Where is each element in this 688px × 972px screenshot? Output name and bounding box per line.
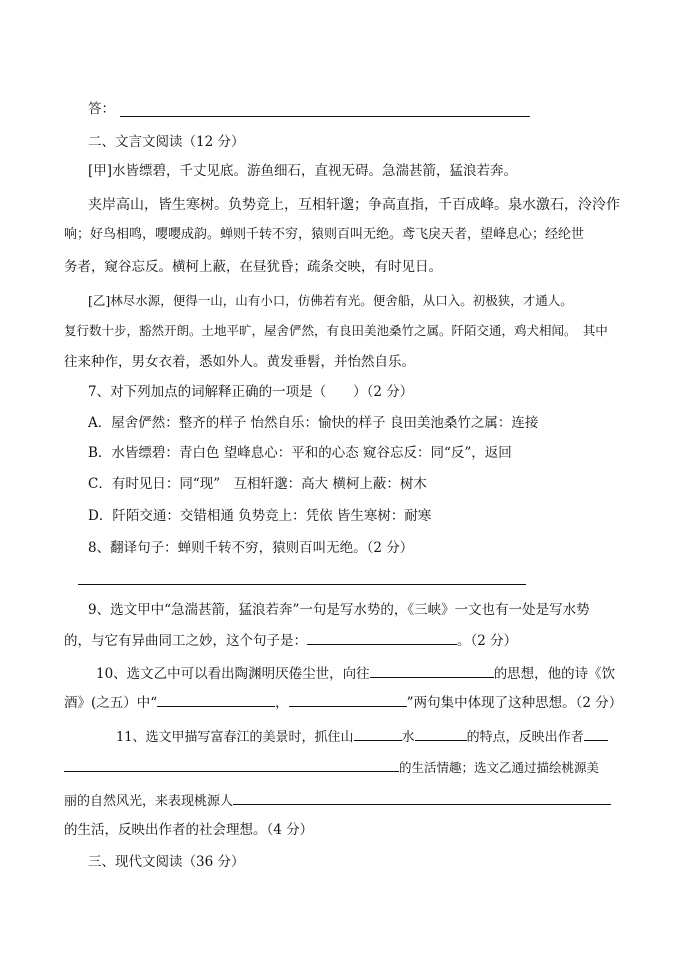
q11-water: 水 <box>401 730 415 745</box>
q11-line-1 <box>116 726 648 748</box>
q11-blank-4 <box>64 757 399 772</box>
yi-line-3: 往来种作，男女衣着，悉如外人。黄发垂髫，并怡然自乐。 <box>64 354 415 370</box>
q10-line-1-text: 10、选文乙中可以看出陶渊明厌倦尘世，向往 <box>96 666 370 682</box>
section3-title: 三、现代文阅读（36 分） <box>88 854 245 870</box>
section2-title: 二、文言文阅读（12 分） <box>88 134 245 150</box>
q11-blank-1 <box>354 726 402 741</box>
q9-line-1: 9、选文甲中“急湍甚箭，猛浪若奔”一句是写水势的，《三峡》一文也有一处是写水势 <box>88 602 590 618</box>
q11-line-3-text: 丽的自然风光，来表现桃源人 <box>64 794 234 809</box>
q10-blank-2 <box>157 692 275 707</box>
q10-blank-3 <box>289 692 407 707</box>
jia-line-1: [甲]水皆缥碧，千丈见底。游鱼细石，直视无碍。急湍甚箭，猛浪若奔。 <box>88 163 518 179</box>
q8-stem: 8、翻译句子：蝉则千转不穷，猿则百叫无绝。（2 分） <box>88 540 414 556</box>
q9-line-2-end: 。（2 分） <box>457 633 518 649</box>
q10-line-2-end: ”两句集中体现了这种思想。（2 分） <box>406 695 623 711</box>
q11-blank-3 <box>584 726 608 741</box>
q10-line-1-end: 的思想，他的诗《饮 <box>493 666 616 682</box>
q10-line-2 <box>64 692 648 713</box>
q7-option-a: A．屋舍俨然：整齐的样子 怡然自乐：愉快的样子 良田美池桑竹之属：连接 <box>88 415 539 431</box>
q7-option-b: B．水皆缥碧：青白色 望峰息心：平和的心态 窥谷忘反：同“反”，返回 <box>88 445 512 461</box>
q10-comma: ， <box>275 695 289 711</box>
q7-option-d: D．阡陌交通：交错相通 负势竞上：凭依 皆生寒树：耐寒 <box>88 508 432 524</box>
q11-line-2-text: 的生活情趣；选文乙通过描绘桃源美 <box>399 760 600 775</box>
yi-line-1: [乙]林尽水源，便得一山，山有小口，仿佛若有光。便舍船，从口入。初极狭，才通人。 <box>88 293 573 308</box>
answer-blank <box>120 116 530 117</box>
q11-line-1-mid: 的特点，反映出作者 <box>466 730 584 745</box>
q9-line-2-text: 的，与它有异曲同工之妙，这个句子是： <box>64 633 307 649</box>
q11-line-1-text: 11、选文甲描写富春江的美景时，抓住山 <box>116 730 354 745</box>
q11-blank-2 <box>415 726 467 741</box>
q11-line-2 <box>64 757 648 778</box>
q8-answer-blank <box>78 584 526 585</box>
q10-line-1 <box>96 663 648 684</box>
q11-line-4: 的生活，反映出作者的社会理想。（4 分） <box>64 822 314 838</box>
q11-line-3 <box>64 790 648 812</box>
q7-option-c: C．有时见日：同“现” 互相轩邈：高大 横柯上蔽：树木 <box>88 476 427 492</box>
q7-stem: 7、对下列加点的词解释正确的一项是（ ）（2 分） <box>88 384 414 400</box>
answer-prefix: 答： <box>88 101 115 117</box>
q10-line-2-text: 酒》(之五）中“ <box>64 695 158 711</box>
jia-line-3: 响；好鸟相鸣，嘤嘤成韵。蝉则千转不穷，猿则百叫无绝。鸢飞戾天者，望峰息心；经纶世 <box>64 227 585 242</box>
yi-line-2: 复行数十步，豁然开朗。土地平旷，屋舍俨然，有良田美池桑竹之属。阡陌交通，鸡犬相闻。 其中 <box>64 323 608 338</box>
jia-line-2: 夹岸高山，皆生寒树。负势竞上，互相轩邈；争高直指，千百成峰。泉水激石，泠泠作 <box>88 197 620 213</box>
jia-line-4: 务者，窥谷忘反。横柯上蔽，在昼犹昏；疏条交映，有时见日。 <box>64 259 442 275</box>
q9-blank <box>307 630 457 645</box>
q10-blank-1 <box>370 663 494 678</box>
q11-blank-5 <box>233 790 611 805</box>
q9-line-2 <box>64 630 648 651</box>
